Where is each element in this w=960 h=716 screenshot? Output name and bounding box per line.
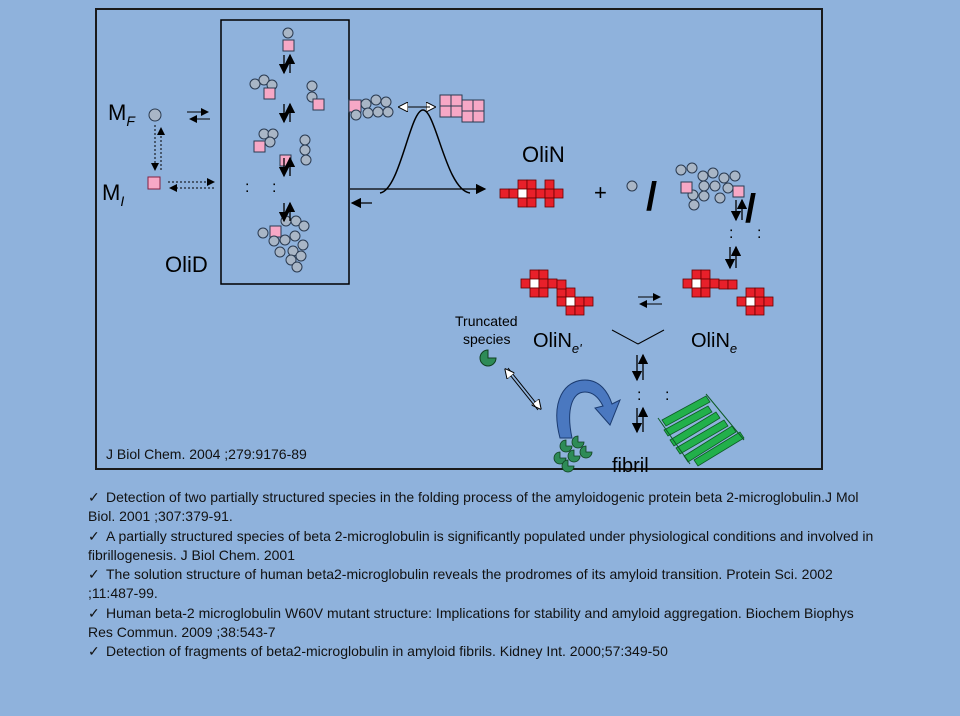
energy-barrier-curve (380, 110, 470, 193)
recycling-arrow (557, 380, 620, 438)
slash-right: / (745, 187, 757, 231)
oline-aggregate (683, 270, 773, 315)
fibril-sheets (662, 396, 744, 466)
fragment-cluster (554, 436, 592, 472)
olid-oligomers (250, 28, 324, 272)
olid-label: OliD (165, 252, 208, 277)
truncated-label-line1: Truncated (455, 313, 518, 329)
reference-item (88, 565, 878, 604)
truncated-arrow-down (508, 368, 540, 408)
olid-equilibrium-arrows (284, 55, 290, 221)
reference-text: The solution structure of human beta2-microglobulin reveals the prodromes of its amyloid transition. Protein Sci. 2002 ;11:487-99. (88, 566, 833, 602)
reference-list (88, 488, 878, 662)
transition-state-species (349, 95, 484, 122)
reference-text: Detection of fragments of beta2-microglobulin in amyloid fibrils. Kidney Int. 2000;57:349-50 (106, 643, 668, 660)
plus-sign: + (594, 180, 607, 205)
mf-label: $M_F$ (108, 100, 135, 129)
colon-mark-fibril-b: : (665, 387, 670, 404)
mf-monomer (149, 109, 161, 121)
check-icon: ✓ (88, 604, 100, 621)
slash-left: / (646, 175, 658, 219)
v-line-right (638, 330, 664, 344)
mixed-oligomer-cluster (676, 163, 744, 210)
reference-text: Human beta-2 microglobulin W60V mutant structure: Implications for stability and amyloid aggregation. Biochem Biophys Res Commun. 2009 ;38:543-7 (88, 604, 854, 641)
check-icon: ✓ (88, 527, 100, 544)
colon-mark-left: : (245, 179, 250, 196)
reference-text: A partially structured species of beta 2-microglobulin is significantly populated under physiological conditions and involved in fibrillogenesis. J Biol Chem. 2001 (88, 527, 874, 563)
reference-item (88, 488, 878, 527)
olin-label: OliN (522, 142, 565, 167)
citation-label: J Biol Chem. 2004 ;279:9176-89 (106, 446, 307, 462)
truncated-species-icon (480, 350, 496, 366)
reference-item (88, 642, 878, 661)
reference-item (88, 527, 878, 566)
colon-mark-right-b: : (757, 225, 762, 242)
olin-aggregate (500, 180, 563, 207)
mi-monomer (148, 177, 160, 189)
colon-mark-right: : (272, 179, 277, 196)
v-line-left (612, 330, 638, 344)
reference-item (88, 604, 878, 643)
reference-text: Detection of two partially structured species in the folding process of the amyloidogenic protein beta 2-microglobulin.J Mol Biol. 2001 ;307:379-91. (88, 489, 859, 525)
oline-prime-label: OliN$_{e'}$ (533, 330, 582, 356)
fibril-label: fibril (612, 455, 649, 477)
truncated-arrow-up (506, 370, 538, 410)
truncated-label-line2: species (463, 331, 511, 347)
check-icon: ✓ (88, 643, 100, 660)
check-icon: ✓ (88, 489, 100, 505)
oline-label: OliN$_e$ (691, 330, 738, 356)
monomer-addition (627, 181, 637, 191)
oline-prime-aggregate (521, 270, 593, 315)
colon-mark-right-a: : (729, 225, 734, 242)
colon-mark-fibril-a: : (637, 387, 642, 404)
mi-label: $M_I$ (102, 180, 125, 209)
check-icon: ✓ (88, 566, 100, 583)
